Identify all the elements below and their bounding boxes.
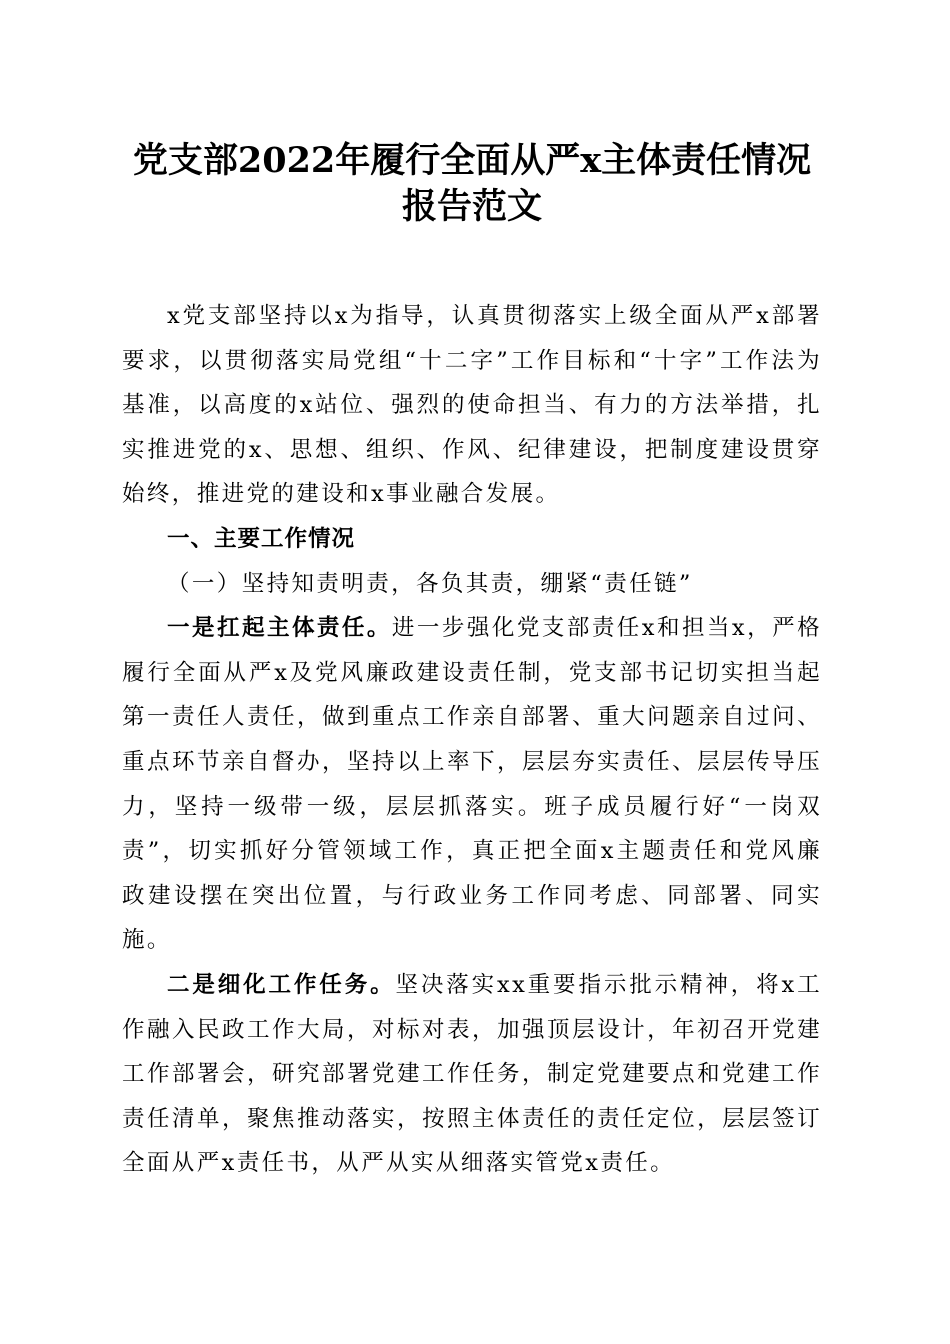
subsection-heading-responsibility: （一）坚持知责明责，各负其责，绷紧“责任链” <box>167 570 693 597</box>
item-1-text: 进一步强化党支部责任x和担当x，严格履行全面从严x及党风廉政建设责任制，党支部书记切实担当起第一责任人责任，做到重点工作亲自部署、重大问题亲自过问、重点环节亲自督办，坚持以上率下，层层夯实责任、层层传导压力，坚持一级带一级，层层抓落实。班子成员履行好“一岗双责”，切实抓好分管领域工作，真正把全面x主题责任和党风廉政建设摆在突出位置，与行政业务工作同考虑、同部署、同实施。 <box>122 615 822 954</box>
intro-paragraph: x党支部坚持以x为指导，认真贯彻落实上级全面从严x部署要求，以贯彻落实局党组“十二字”工作目标和“十字”工作法为基准，以高度的x站位、强烈的使命担当、有力的方法举措，扎实推进党的x、思想、组织、作风、纪律建设，把制度建设贯穿始终，推进党的建设和x事业融合发展。 <box>122 303 822 508</box>
document-title <box>122 138 822 230</box>
title-line-1: 党支部2022年履行全面从严x主体责任情况 <box>132 140 812 181</box>
document-body <box>122 294 822 1186</box>
item-1-lead: 一是扛起主体责任。 <box>167 615 392 642</box>
title-line-2: 报告范文 <box>401 186 542 227</box>
item-paragraph-2 <box>122 963 822 1186</box>
item-2-text: 坚决落实xx重要指示批示精神，将x工作融入民政工作大局，对标对表，加强顶层设计，年初召开党建工作部署会，研究部署党建工作任务，制定党建要点和党建工作责任清单，聚焦推动落实，按照主体责任的责任定位，层层签订全面从严x责任书，从严从实从细落实管党x责任。 <box>122 971 822 1177</box>
section-heading-main-work: 一、主要工作情况 <box>167 525 356 552</box>
item-2-lead: 二是细化工作任务。 <box>167 971 396 998</box>
item-paragraph-1 <box>122 606 822 963</box>
